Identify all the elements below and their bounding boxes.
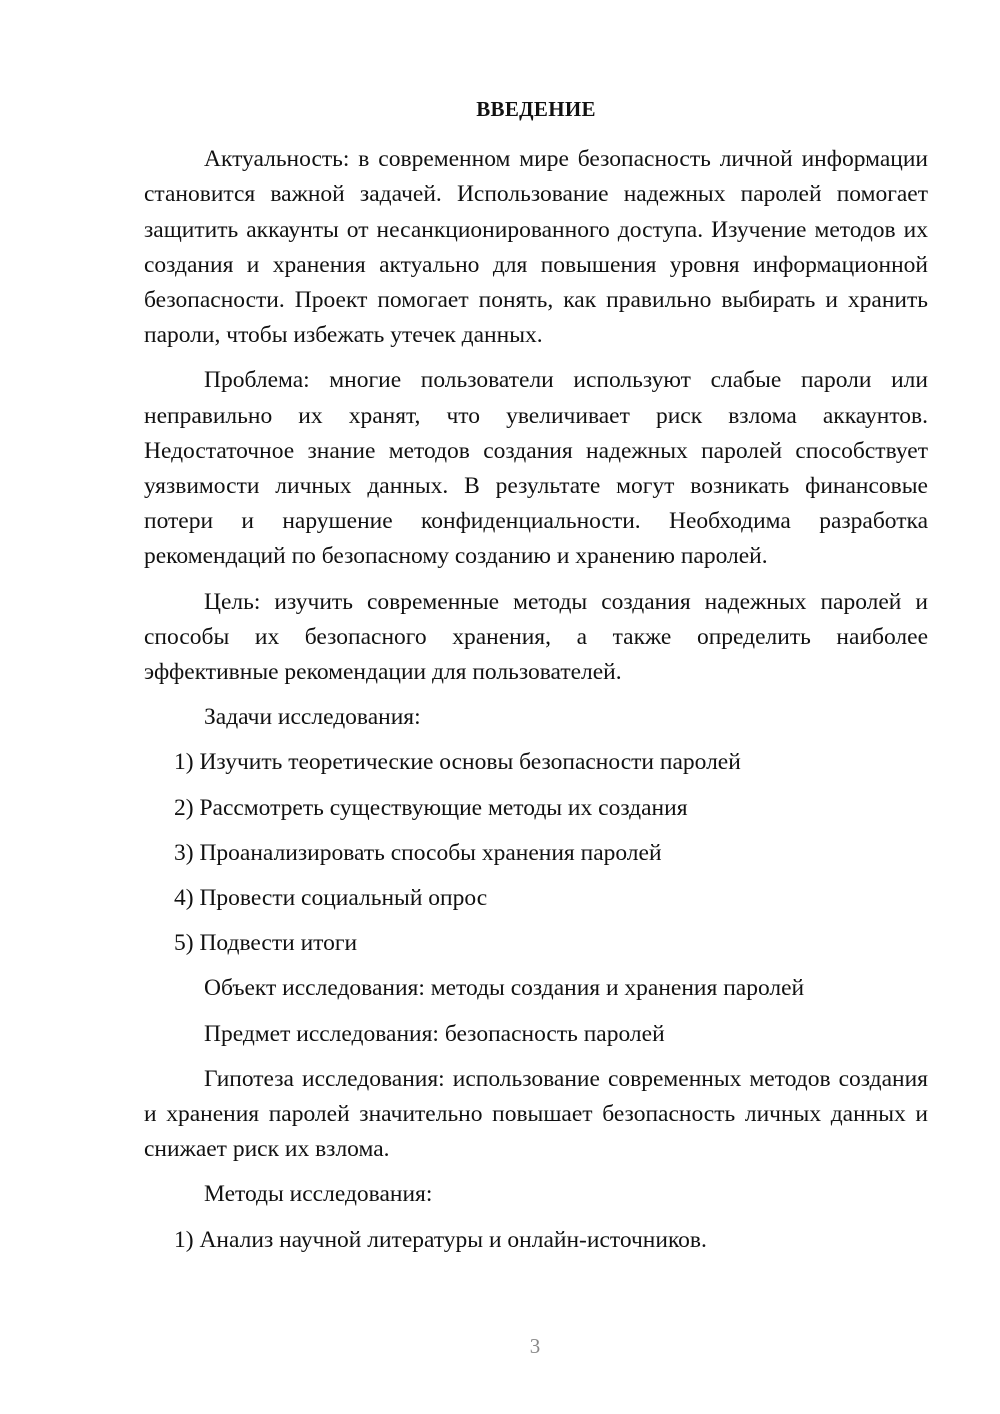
problem-paragraph: Проблема: многие пользователи используют слабые пароли или неправильно их хранят, что увеличивает риск взлома аккаунтов. Недостаточное знание методов создания надежных паролей способствует уязвимости личных данных. В результате могут возникать финансовые потери и нарушение конфиденциальности. Необходима разработка рекомендаций по безопасному созданию и хранению паролей.	[144, 367, 928, 570]
methods-title: Методы исследования:	[204, 1181, 433, 1208]
task-item: 3) Проанализировать способы хранения паролей	[174, 839, 662, 866]
relevance-paragraph: Актуальность: в современном мире безопасность личной информации становится важной задачей. Использование надежных паролей помогает защитить аккаунты от несанкционированного доступа. Изучение методов их создания и хранения актуально для повышения уровня информационной безопасности. Проект помогает понять, как правильно выбирать и хранить пароли, чтобы избежать утечек данных.	[144, 146, 928, 349]
section-heading: ВВЕДЕНИЕ	[476, 97, 596, 121]
task-item: 1) Изучить теоретические основы безопасности паролей	[174, 749, 741, 776]
page-content	[144, 92, 928, 1268]
page-number: 3	[529, 1334, 541, 1358]
task-item: 4) Провести социальный опрос	[174, 885, 488, 912]
tasks-title: Задачи исследования:	[204, 704, 421, 731]
research-object: Объект исследования: методы создания и хранения паролей	[204, 975, 805, 1002]
task-item: 5) Подвести итоги	[174, 930, 358, 957]
goal-paragraph: Цель: изучить современные методы создания надежных паролей и способы их безопасного хранения, а также определить наиболее эффективные рекомендации для пользователей.	[144, 588, 928, 686]
task-item: 2) Рассмотреть существующие методы их создания	[174, 794, 688, 821]
method-item: 1) Анализ научной литературы и онлайн-источников.	[174, 1226, 707, 1253]
hypothesis-paragraph: Гипотеза исследования: использование современных методов создания и хранения паролей значительно повышает безопасность личных данных и снижает риск их взлома.	[144, 1065, 928, 1163]
research-subject: Предмет исследования: безопасность паролей	[204, 1020, 665, 1047]
